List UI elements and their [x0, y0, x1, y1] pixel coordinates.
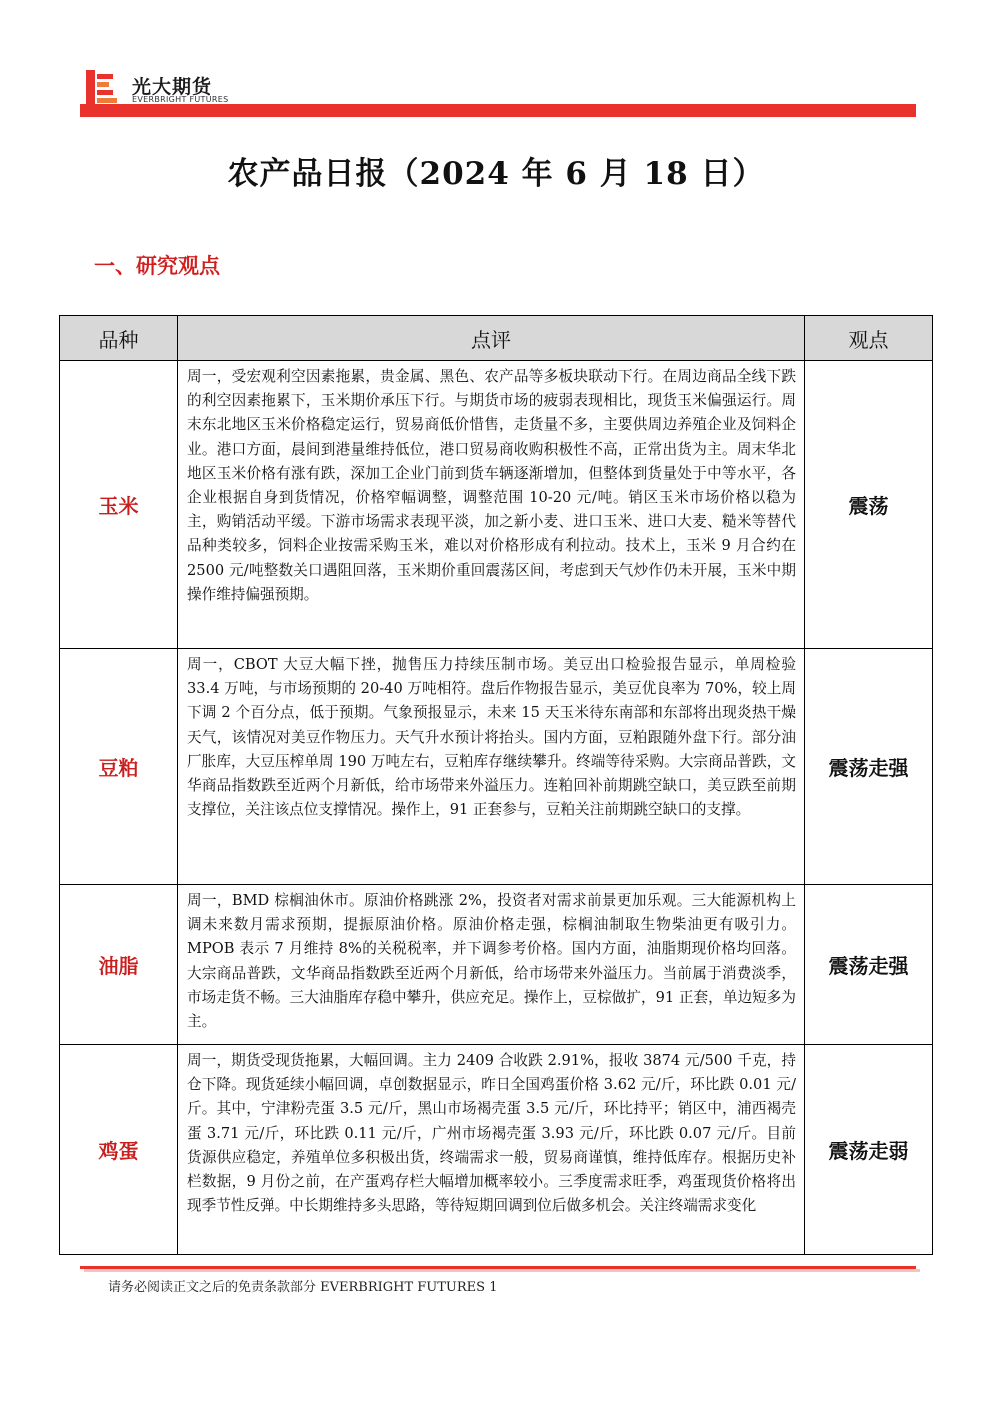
column-header-variety: 品种	[60, 316, 178, 361]
table-header-row	[60, 316, 933, 361]
footer-line-shadow	[84, 1269, 920, 1272]
view-cell: 震荡走强	[805, 649, 933, 885]
table-row	[60, 1045, 933, 1255]
page-footer: 请务必阅读正文之后的免责条款部分 EVERBRIGHT FUTURES 1	[108, 1280, 498, 1295]
research-table	[59, 315, 933, 1255]
column-header-comment: 点评	[178, 316, 805, 361]
header-bar	[80, 104, 916, 117]
page-title: 农产品日报（2024 年 6 月 18 日）	[227, 156, 765, 192]
table-row	[60, 885, 933, 1045]
logo-mark-icon	[86, 70, 126, 106]
variety-cell: 玉米	[60, 361, 178, 649]
footer-line	[80, 1266, 916, 1269]
variety-cell: 油脂	[60, 885, 178, 1045]
company-logo	[86, 70, 236, 106]
brand-name-cn: 光大期货	[132, 76, 213, 98]
comment-cell: 周一，BMD 棕榈油休市。原油价格跳涨 2%，投资者对需求前景更加乐观。三大能源机构上调未来数月需求预期，提振原油价格。原油价格走强，棕榈油制取生物柴油更有吸引力。MPOB 表示 7 月维持 8%的关税税率，并下调参考价格。国内方面，油脂期现价格均回落。大宗商品普跌，文华商品指数跌至近两个月新低，给市场带来外溢压力。当前属于消费淡季，市场走货不畅。三大油脂库存稳中攀升，供应充足。操作上，豆棕做扩，91 正套，单边短多为主。	[178, 885, 805, 1045]
table-row	[60, 361, 933, 649]
brand-name-en: EVERBRIGHT FUTURES	[132, 95, 229, 104]
column-header-view: 观点	[805, 316, 933, 361]
view-cell: 震荡走弱	[805, 1045, 933, 1255]
view-cell: 震荡走强	[805, 885, 933, 1045]
comment-cell: 周一，受宏观利空因素拖累，贵金属、黑色、农产品等多板块联动下行。在周边商品全线下跌的利空因素拖累下，玉米期价承压下行。与期货市场的疲弱表现相比，现货玉米偏强运行。周末东北地区玉米价格稳定运行，贸易商低价惜售，走货量不多，主要供周边养殖企业及饲料企业。港口方面，晨间到港量维持低位，港口贸易商收购积极性不高，正常出货为主。周末华北地区玉米价格有涨有跌，深加工企业门前到货车辆逐渐增加，但整体到货量处于中等水平，各企业根据自身到货情况，价格窄幅调整，调整范围 10-20 元/吨。销区玉米市场价格以稳为主，购销活动平缓。下游市场需求表现平淡，加之新小麦、进口玉米、进口大麦、糙米等替代品种类较多，饲料企业按需采购玉米，难以对价格形成有利拉动。技术上，玉米 9 月合约在 2500 元/吨整数关口遇阻回落，玉米期价重回震荡区间，考虑到天气炒作仍未开展，玉米中期操作维持偏强预期。	[178, 361, 805, 649]
view-cell: 震荡	[805, 361, 933, 649]
variety-cell: 豆粕	[60, 649, 178, 885]
variety-cell: 鸡蛋	[60, 1045, 178, 1255]
section-heading: 一、研究观点	[94, 253, 220, 278]
table-row	[60, 649, 933, 885]
comment-cell: 周一，CBOT 大豆大幅下挫，抛售压力持续压制市场。美豆出口检验报告显示，单周检验 33.4 万吨，与市场预期的 20-40 万吨相符。盘后作物报告显示，美豆优良率为 70%，较上周下调 2 个百分点，低于预期。气象预报显示，未来 15 天玉米待东南部和东部将出现炎热干燥天气，该情况对美豆作物压力。天气升水预计将抬头。国内方面，豆粕跟随外盘下行。部分油厂胀库，大豆压榨单周 190 万吨左右，豆粕库存继续攀升。终端等待采购。大宗商品普跌，文华商品指数跌至近两个月新低，给市场带来外溢压力。连粕回补前期跳空缺口，美豆跌至前期支撑位，关注该点位支撑情况。操作上，91 正套参与，豆粕关注前期跳空缺口的支撑。	[178, 649, 805, 885]
comment-cell: 周一，期货受现货拖累，大幅回调。主力 2409 合收跌 2.91%，报收 3874 元/500 千克，持仓下降。现货延续小幅回调，卓创数据显示，昨日全国鸡蛋价格 3.62 元/斤，环比跌 0.01 元/斤。其中，宁津粉壳蛋 3.5 元/斤，黑山市场褐壳蛋 3.5 元/斤，环比持平；销区中，浦西褐壳蛋 3.71 元/斤，环比跌 0.11 元/斤，广州市场褐壳蛋 3.93 元/斤，环比跌 0.07 元/斤。目前货源供应稳定，养殖单位多积极出货，终端需求一般，贸易商谨慎，维持低库存。根据历史补栏数据，9 月份之前，在产蛋鸡存栏大幅增加概率较小。三季度需求旺季，鸡蛋现货价格将出现季节性反弹。中长期维持多头思路，等待短期回调到位后做多机会。关注终端需求变化	[178, 1045, 805, 1255]
